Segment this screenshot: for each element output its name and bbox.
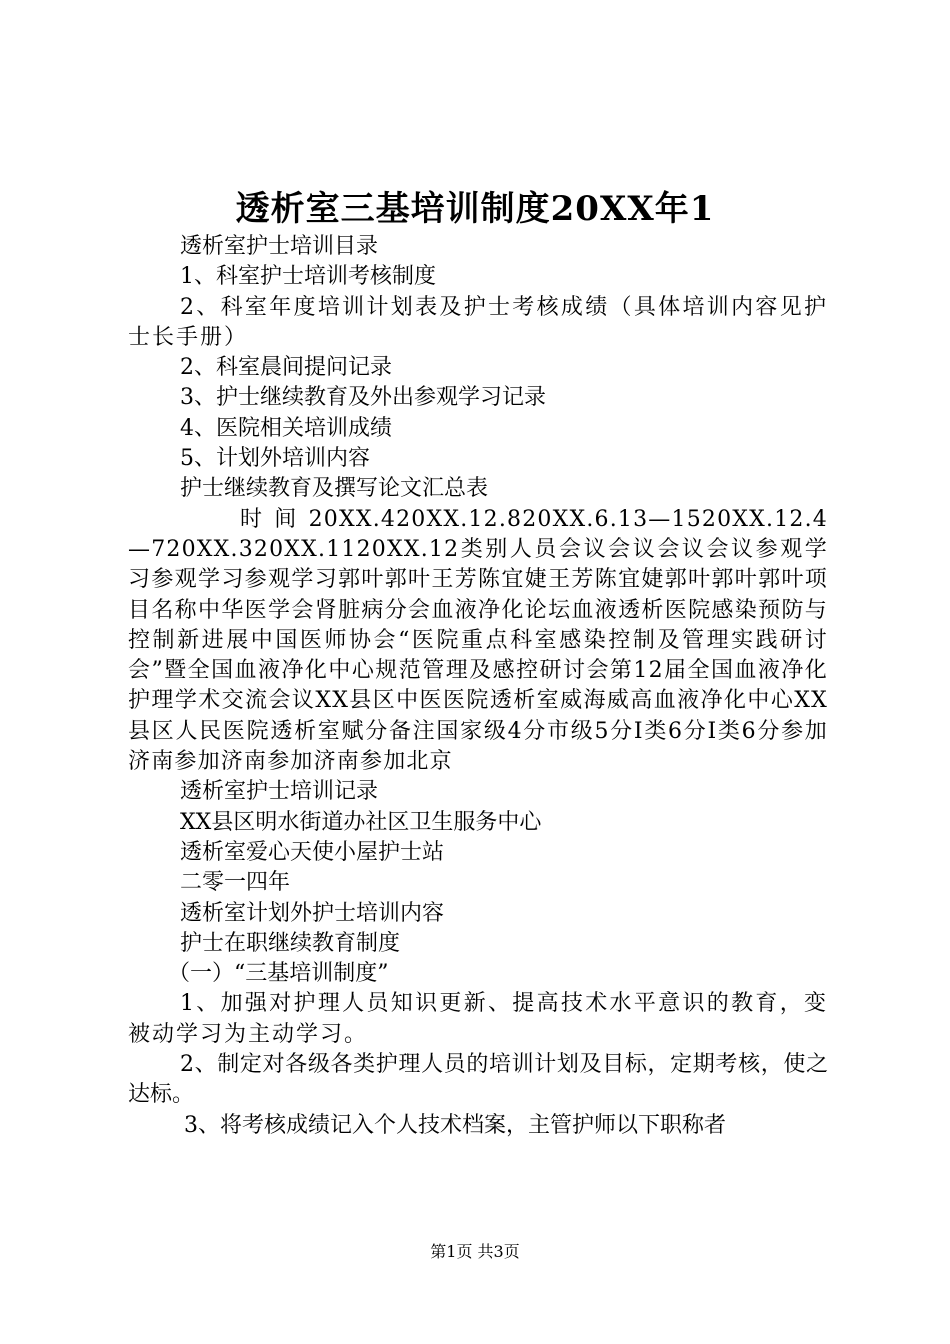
document-title: 透析室三基培训制度20XX年1 [235, 189, 715, 229]
paragraph-rule-2: 2、制定对各级各类护理人员的培训计划及目标，定期考核，使之达标。 [128, 1052, 828, 1108]
paragraph-toc-item-4: 4、医院相关培训成绩 [180, 415, 392, 441]
paragraph-year: 二零一四年 [180, 870, 291, 896]
document-body [128, 232, 828, 1141]
paragraph-toc-item-5: 5、计划外培训内容 [180, 446, 370, 472]
page-footer: 第1页 共3页 [430, 1242, 520, 1261]
paragraph-section-heading: （一）“三基培训制度” [168, 961, 389, 987]
paragraph-summary-table-title: 护士继续教育及撰写论文汇总表 [180, 476, 489, 502]
paragraph-organization: XX县区明水街道办社区卫生服务中心 [180, 809, 542, 835]
paragraph-nurse-station: 透析室爱心天使小屋护士站 [180, 839, 445, 865]
paragraph-toc-item-3: 3、护士继续教育及外出参观学习记录 [180, 385, 546, 411]
paragraph-training-record: 透析室护士培训记录 [180, 779, 379, 805]
paragraph-toc-item-2: 2、科室年度培训计划表及护士考核成绩（具体培训内容见护士长手册） [128, 294, 828, 350]
paragraph-education-policy: 护士在职继续教育制度 [180, 930, 401, 956]
paragraph-unplanned-training: 透析室计划外护士培训内容 [180, 900, 445, 926]
paragraph-toc-item-2b: 2、科室晨间提问记录 [180, 355, 392, 381]
paragraph-rule-3: 3、将考核成绩记入个人技术档案，主管护师以下职称者 [184, 1112, 726, 1138]
paragraph-toc-heading: 透析室护士培训目录 [180, 234, 379, 259]
paragraph-rule-1: 1、加强对护理人员知识更新、提高技术水平意识的教育，变被动学习为主动学习。 [128, 991, 828, 1047]
paragraph-toc-item-1: 1、科室护士培训考核制度 [180, 264, 436, 290]
paragraph-summary-table-content: 时 间 20XX.420XX.12.820XX.6.13—1520XX.12.4—720XX.320XX.1120XX.12类别人员会议会议会议会议参观学习参观学习参观学习郭叶郭叶王芳陈宜婕王芳陈宜婕郭叶郭叶郭叶项目名称中华医学会肾脏病分会血液净化论坛血液透析医院感染预防与控制新进展中国医师协会“医院重点科室感染控制及管理实践研讨会”暨全国血液净化中心规范管理及感控研讨会第12届全国血液净化护理学术交流会议XX县区中医医院透析室威海威高血液净化中心XX县区人民医院透析室赋分备注国家级4分市级5分Ⅰ类6分Ⅰ类6分参加济南参加济南参加济南参加北京 [128, 506, 828, 775]
